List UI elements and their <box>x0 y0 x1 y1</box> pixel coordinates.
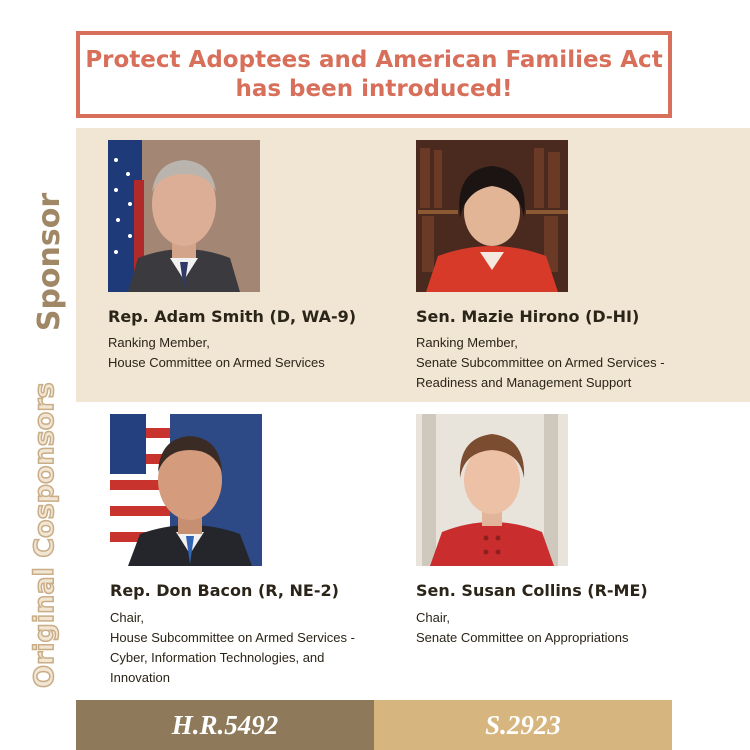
person-title-line: Senate Committee on Appropriations <box>416 630 629 645</box>
person-title-line: Cyber, Information Technologies, and <box>110 650 325 665</box>
person-name: Rep. Don Bacon (R, NE-2) <box>110 581 339 600</box>
banner-line-2: has been introduced! <box>235 75 513 102</box>
sponsor-label: Sponsor <box>32 192 67 332</box>
person-title <box>110 608 355 688</box>
portrait-photo <box>416 414 568 566</box>
announcement-banner <box>76 31 672 118</box>
person-title-line: House Subcommittee on Armed Services - <box>110 630 355 645</box>
house-bill-number: H.R.5492 <box>76 700 374 750</box>
person-title-line: House Committee on Armed Services <box>108 355 325 370</box>
person-name: Rep. Adam Smith (D, WA-9) <box>108 307 357 326</box>
cosponsors-label: Original Cosponsors <box>29 382 60 688</box>
cosponsor-card-susan-collins <box>416 414 568 566</box>
person-title-line: Ranking Member, <box>416 335 518 350</box>
person-title <box>416 333 665 393</box>
person-title-line: Ranking Member, <box>108 335 210 350</box>
person-title <box>108 333 325 373</box>
senate-bill-number: S.2923 <box>374 700 672 750</box>
person-title-line: Chair, <box>110 610 144 625</box>
person-name: Sen. Mazie Hirono (D-HI) <box>416 307 640 326</box>
person-title-line: Chair, <box>416 610 450 625</box>
person-title <box>416 608 628 648</box>
portrait-photo <box>416 140 568 292</box>
sponsor-card-mazie-hirono <box>416 140 568 292</box>
portrait-photo <box>108 140 260 292</box>
sponsor-card-adam-smith <box>108 140 260 292</box>
person-title-line: Readiness and Management Support <box>416 375 632 390</box>
cosponsor-card-don-bacon <box>110 414 262 566</box>
person-title-line: Innovation <box>110 670 170 685</box>
banner-line-1: Protect Adoptees and American Families Act <box>85 46 663 73</box>
person-name: Sen. Susan Collins (R-ME) <box>416 581 648 600</box>
person-title-line: Senate Subcommittee on Armed Services - <box>416 355 665 370</box>
portrait-photo <box>110 414 262 566</box>
